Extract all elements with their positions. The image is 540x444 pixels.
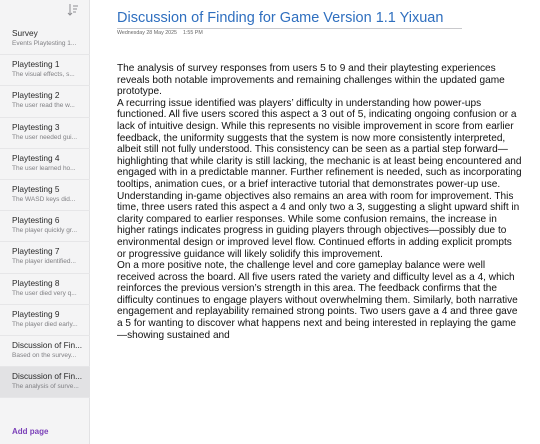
page-list-item-preview: The player quickly gr... [12, 227, 78, 235]
page-date: Wednesday 28 May 2025 [117, 30, 177, 36]
page-list-item[interactable] [0, 55, 90, 86]
content-paragraph: The analysis of survey responses from users 5 to 9 and their playtesting experiences reveals both notable improvements and remaining challenges within the updated game prototype. [117, 63, 505, 98]
page-list-item[interactable] [0, 86, 90, 117]
add-page-button[interactable]: Add page [12, 427, 49, 436]
sidebar [0, 0, 90, 444]
sort-icon[interactable] [67, 3, 79, 16]
page-list-item-title: Discussion of Fin... [12, 339, 83, 350]
page-list-item-preview: The user learned ho... [12, 164, 76, 172]
page-list-item-title: Playtesting 6 [12, 215, 60, 226]
page-list-item[interactable] [0, 24, 90, 55]
page-list-item-title: Playtesting 9 [12, 308, 60, 319]
page-title[interactable]: Discussion of Finding for Game Version 1.1 Yixuan [117, 8, 462, 29]
page-list-item-title: Playtesting 3 [12, 121, 60, 132]
page-list-item[interactable] [0, 367, 90, 398]
page-time: 1:55 PM [183, 30, 203, 36]
page-list-item-preview: The player died early... [12, 320, 78, 328]
page-list-item-title: Discussion of Fin... [12, 371, 83, 382]
page-list-item[interactable] [0, 149, 90, 180]
page-content[interactable] [117, 63, 522, 444]
page-list-item-title: Playtesting 1 [12, 59, 60, 70]
content-paragraph: Understanding in-game objectives also remains an area with room for improvement. This time, three users rated this aspect a 4 and only two a 3, suggesting a slight upward shift in clarity compared to earlier responses. While some confusion remains, the increase in higher ratings indicates progress in guiding players through objectives—possibly due to environmental design or improved level flow. Continued efforts in adding explicit prompts or progressive guidance will likely solidify this improvement. [117, 190, 520, 260]
page-list-item[interactable] [0, 211, 90, 242]
page-list-item-title: Playtesting 2 [12, 90, 60, 101]
page-list-item-preview: The visual effects, s... [12, 71, 75, 79]
page-list-item[interactable] [0, 180, 90, 211]
page-list-item-preview: The user died very q... [12, 289, 77, 297]
page-list-item[interactable] [0, 242, 90, 273]
page-list-item-title: Playtesting 5 [12, 183, 60, 194]
page-list-item[interactable] [0, 305, 90, 336]
page-list-item-preview: The analysis of surve... [12, 383, 79, 391]
content-paragraph: A recurring issue identified was players’ difficulty in understanding how power-ups functioned. All five users scored this aspect a 3 out of 5, indicating ongoing confusion or a lack of intuitive design. While this represents no visible improvement in score from earlier feedback, the uniformity suggests that the system is now more consistently interpreted, albeit still not fully understood. This consistency can be seen as a partial step forward—highlighting that while clarity is still lacking, the mechanic is at least being encountered and engaged with in a predictable manner. Further refinement is needed, such as incorporating tooltips, animation cues, or a brief interactive tutorial that demonstrates power-up use. [117, 97, 522, 190]
page-list-item[interactable] [0, 336, 90, 367]
page-list-item-preview: The player identified... [12, 258, 76, 266]
page-list-item-preview: The user read the w... [12, 102, 75, 110]
page-list-item-title: Survey [12, 28, 38, 38]
page-list [0, 24, 90, 398]
page-list-item-preview: Based on the survey... [12, 351, 77, 359]
content-paragraph: On a more positive note, the challenge level and core gameplay balance were well received across the board. All five users rated the variety and difficulty level as a 4, which reinforces the previous version’s strength in this area. The feedback confirms that the difficulty continues to engage players without overwhelming them. Similarly, both narrative engagement and replayability remained strong points. Two users gave a 4 and three gave a 5 for wanting to discover what happens next and being interested in replaying the game—showing sustained and [117, 260, 518, 341]
page-list-item-preview: Events Playtesting 1... [12, 40, 77, 47]
page-list-item-preview: The user needed gui... [12, 133, 78, 141]
page-list-item-preview: The WASD keys did... [12, 195, 76, 203]
page-list-item[interactable] [0, 118, 90, 149]
page-list-item-title: Playtesting 7 [12, 246, 60, 257]
page-list-item[interactable] [0, 274, 90, 305]
page-list-item-title: Playtesting 8 [12, 277, 60, 288]
page-list-item-title: Playtesting 4 [12, 152, 60, 163]
